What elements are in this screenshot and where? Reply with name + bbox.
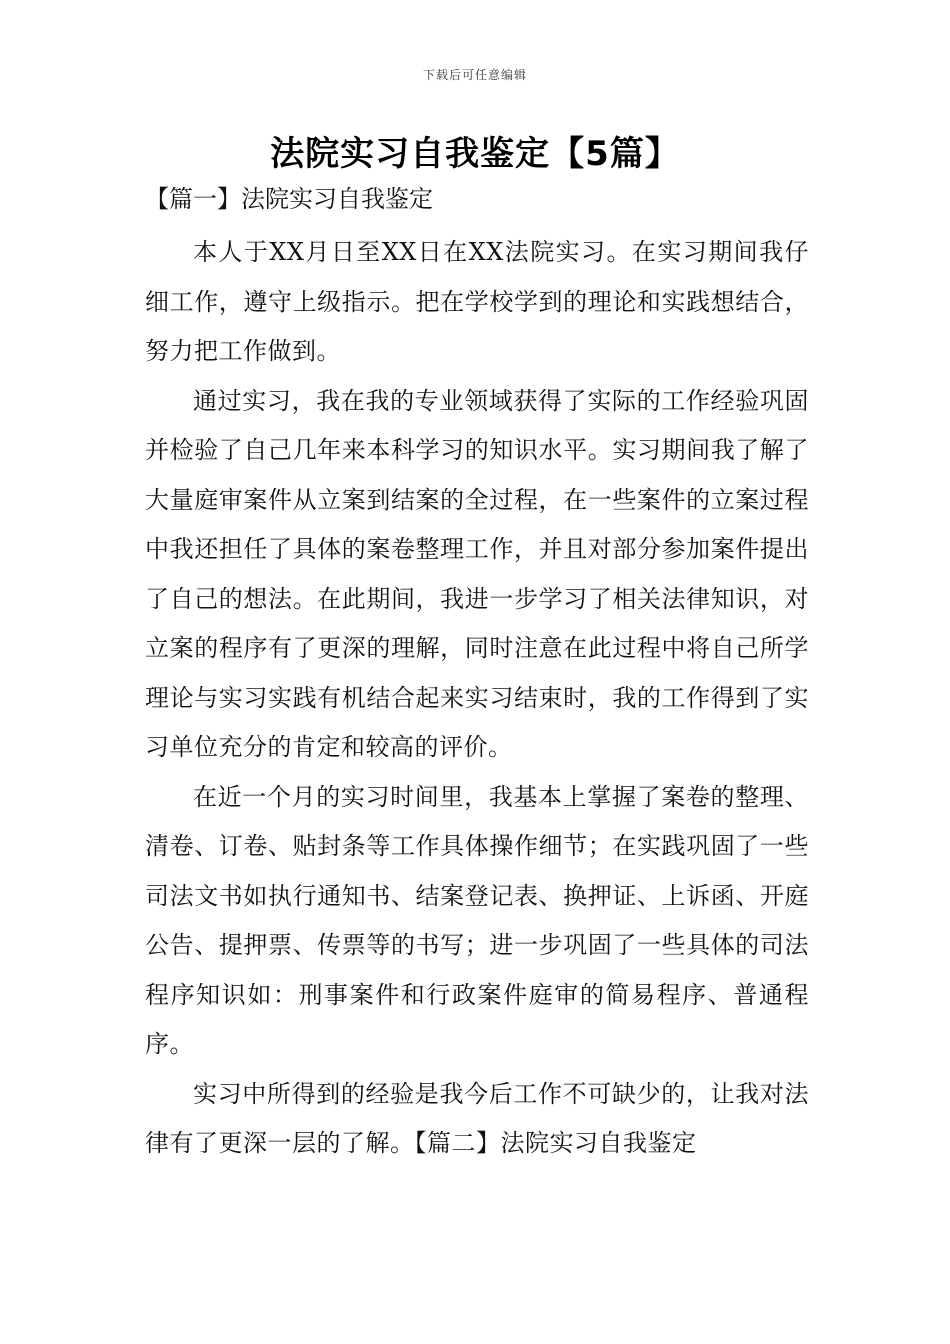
paragraph-3: 在近一个月的实习时间里，我基本上掌握了案卷的整理、清卷、订卷、贴封条等工作具体操作细节；在实践巩固了一些司法文书如执行通知书、结案登记表、换押证、上诉函、开庭公告、提押票、传票等的书写；进一步巩固了一些具体的司法程序知识如：刑事案件和行政案件庭审的简易程序、普通程序。: [145, 782, 809, 1058]
section-heading: 【篇一】法院实习自我鉴定: [145, 185, 433, 213]
header-note: 下载后可任意编辑: [422, 68, 527, 82]
paragraph-2: 通过实习，我在我的专业领域获得了实际的工作经验巩固并检验了自己几年来本科学习的知识水平。实习期间我了解了大量庭审案件从立案到结案的全过程，在一些案件的立案过程中我还担任了具体的案卷整理工作，并且对部分参加案件提出了自己的想法。在此期间，我进一步学习了相关法律知识，对立案的程序有了更深的理解，同时注意在此过程中将自己所学理论与实习实践有机结合起来实习结束时，我的工作得到了实习单位充分的肯定和较高的评价。: [145, 386, 809, 761]
paragraph-4: 实习中所得到的经验是我今后工作不可缺少的，让我对法律有了更深一层的了解。【篇二】法院实习自我鉴定: [145, 1079, 809, 1157]
paragraph-1: 本人于XX月日至XX日在XX法院实习。在实习期间我仔细工作，遵守上级指示。把在学校学到的理论和实践想结合，努力把工作做到。: [145, 238, 809, 365]
body-text: [145, 228, 809, 1169]
document-title: 法院实习自我鉴定【5篇】: [270, 134, 680, 174]
